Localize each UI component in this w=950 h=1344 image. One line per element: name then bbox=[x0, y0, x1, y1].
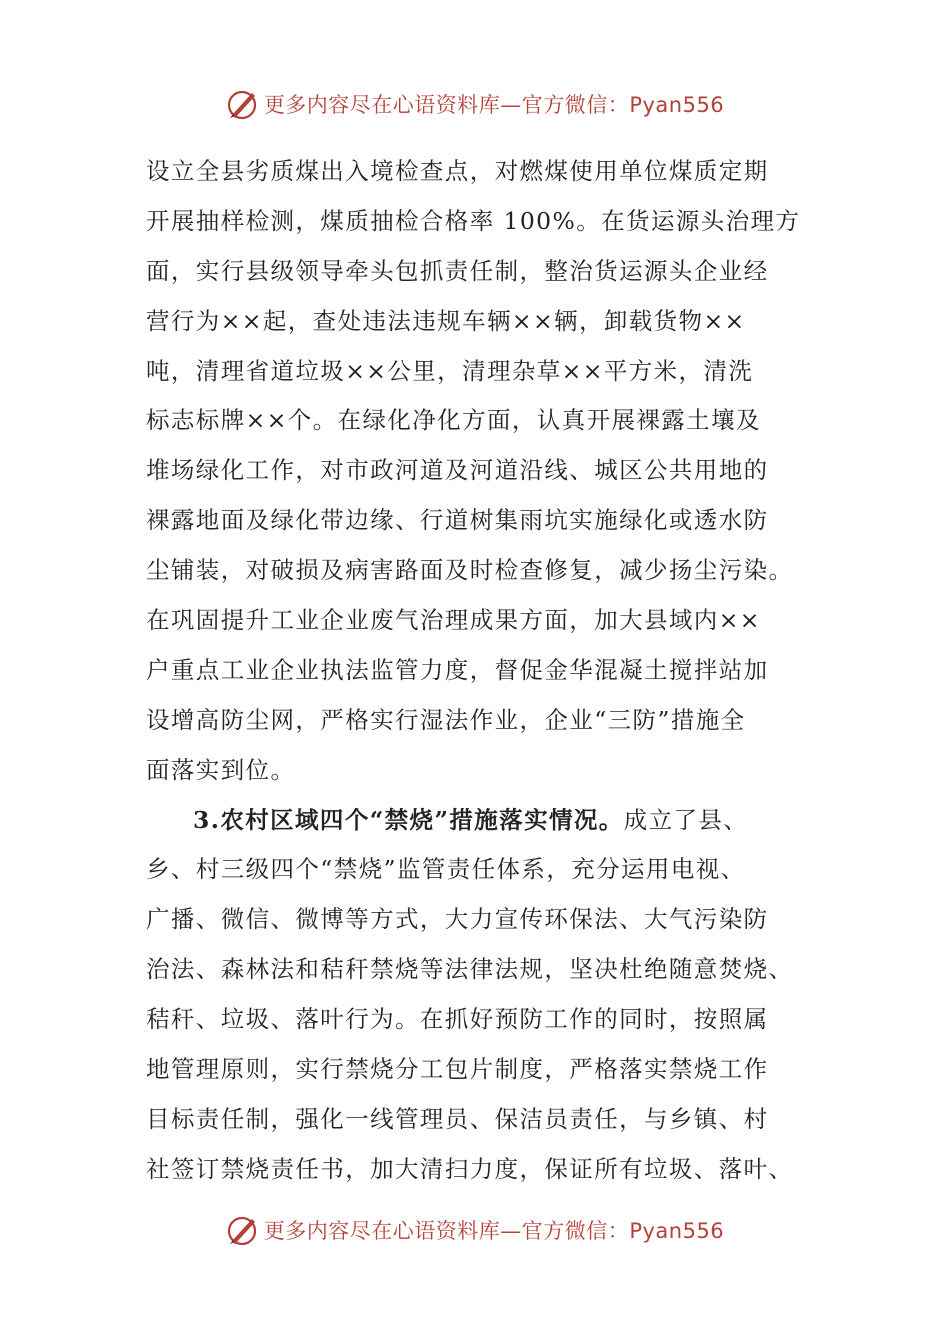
body-line: 在巩固提升工业企业废气治理成果方面，加大县域内×× bbox=[146, 606, 761, 635]
watermark-banner-top bbox=[0, 84, 950, 124]
body-line: 治法、森林法和秸秆禁烧等法律法规，坚决杜绝随意焚烧、 bbox=[146, 955, 794, 984]
watermark-text: 更多内容尽在心语资料库—官方微信：Pyan556 bbox=[263, 93, 725, 117]
body-line: 尘铺装，对破损及病害路面及时检查修复，减少扬尘污染。 bbox=[146, 556, 794, 585]
body-line: 广播、微信、微博等方式，大力宣传环保法、大气污染防 bbox=[146, 905, 769, 934]
pen-logo-icon bbox=[226, 87, 260, 121]
pen-logo-icon bbox=[226, 1213, 260, 1247]
body-line: 设增高防尘网，严格实行湿法作业，企业“三防”措施全 bbox=[146, 705, 746, 734]
body-line: 开展抽样检测，煤质抽检合格率 100%。在货运源头治理方 bbox=[146, 206, 801, 235]
section-3-heading: 3.农村区域四个“禁烧”措施落实情况。 bbox=[193, 805, 624, 834]
body-line: 面落实到位。 bbox=[146, 755, 296, 784]
section-3-text: 成立了县、 bbox=[623, 805, 749, 834]
wechat-id: Pyan556 bbox=[629, 93, 725, 117]
body-line: 乡、村三级四个“禁烧”监管责任体系，充分运用电视、 bbox=[146, 855, 746, 884]
wechat-id: Pyan556 bbox=[629, 1219, 725, 1243]
body-line: 户重点工业企业执法监管力度，督促金华混凝土搅拌站加 bbox=[146, 655, 769, 684]
body-line: 堆场绿化工作，对市政河道及河道沿线、城区公共用地的 bbox=[146, 456, 769, 485]
body-line: 标志标牌××个。在绿化净化方面，认真开展裸露土壤及 bbox=[146, 406, 761, 435]
watermark-banner-bottom bbox=[0, 1210, 950, 1250]
body-line: 社签订禁烧责任书，加大清扫力度，保证所有垃圾、落叶、 bbox=[146, 1154, 794, 1183]
body-line: 地管理原则，实行禁烧分工包片制度，严格落实禁烧工作 bbox=[146, 1055, 769, 1084]
body-line: 裸露地面及绿化带边缘、行道树集雨坑实施绿化或透水防 bbox=[146, 506, 769, 535]
body-line: 吨，清理省道垃圾××公里，清理杂草××平方米，清洗 bbox=[146, 356, 754, 385]
body-line: 设立全县劣质煤出入境检查点，对燃煤使用单位煤质定期 bbox=[146, 157, 769, 185]
body-line: 秸秆、垃圾、落叶行为。在抓好预防工作的同时，按照属 bbox=[146, 1005, 769, 1034]
body-line: 目标责任制，强化一线管理员、保洁员责任，与乡镇、村 bbox=[146, 1104, 769, 1133]
document-body bbox=[146, 147, 811, 1195]
body-line: 面，实行县级领导牵头包抓责任制，整治货运源头企业经 bbox=[146, 256, 769, 285]
section-3-first-line bbox=[146, 796, 811, 846]
watermark-text: 更多内容尽在心语资料库—官方微信：Pyan556 bbox=[263, 1219, 725, 1243]
body-line: 营行为××起，查处违法违规车辆××辆，卸载货物×× bbox=[146, 306, 746, 335]
